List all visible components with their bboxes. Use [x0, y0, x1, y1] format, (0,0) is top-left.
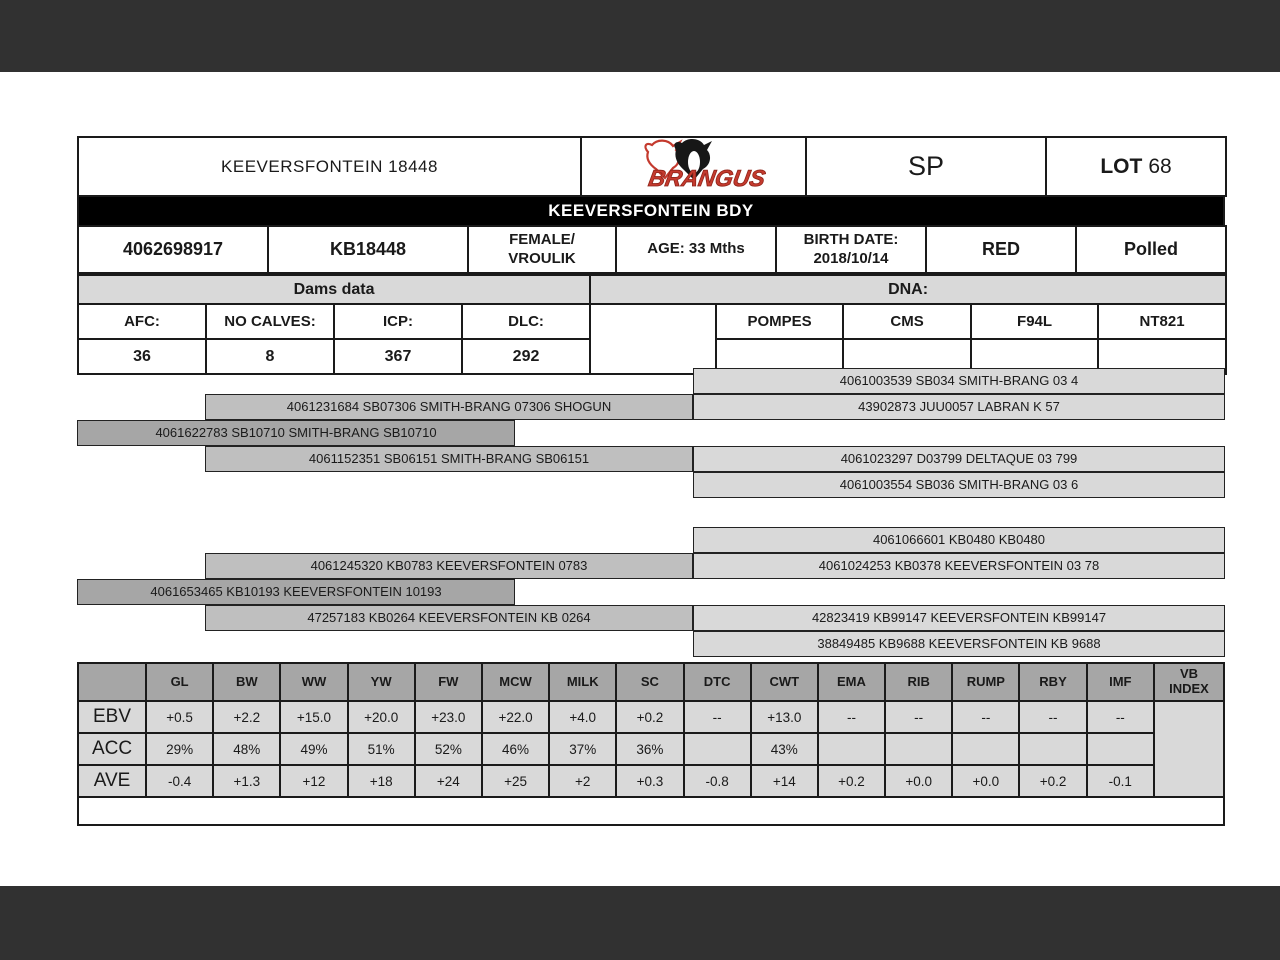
acc-sc: 36% — [616, 733, 683, 765]
pedigree-dam-ggp2: 4061024253 KB0378 KEEVERSFONTEIN 03 78 — [693, 553, 1225, 579]
lot-label: LOT — [1100, 154, 1143, 178]
ave-mcw: +25 — [482, 765, 549, 797]
ave-gl: -0.4 — [146, 765, 213, 797]
acc-values-row — [78, 733, 1224, 765]
pedigree-sire-ggp4: 4061003554 SB036 SMITH-BRANG 03 6 — [693, 472, 1225, 498]
icp-label: ICP: — [334, 304, 462, 339]
dams-dna-table — [77, 274, 1227, 375]
col-dtc: DTC — [684, 663, 751, 701]
col-bw: BW — [213, 663, 280, 701]
acc-yw: 51% — [348, 733, 415, 765]
header-table — [77, 136, 1227, 197]
pedigree-dam-granddam: 47257183 KB0264 KEEVERSFONTEIN KB 0264 — [205, 605, 693, 631]
vb-label-line1: VB — [1179, 666, 1199, 682]
lot-card — [77, 136, 1225, 375]
sex-line2: VROULIK — [508, 249, 576, 267]
ave-rump: +0.0 — [952, 765, 1019, 797]
ave-yw: +18 — [348, 765, 415, 797]
pedigree-dam-ggp4: 38849485 KB9688 KEEVERSFONTEIN KB 9688 — [693, 631, 1225, 657]
top-band — [0, 0, 1280, 72]
ebv-dtc: -- — [684, 701, 751, 733]
acc-dtc — [684, 733, 751, 765]
ebv-corner-cell — [78, 663, 146, 701]
sex-line1: FEMALE/ — [509, 230, 575, 248]
ave-fw: +24 — [415, 765, 482, 797]
brangus-logo-icon — [610, 138, 778, 190]
dna-test-nt821: NT821 — [1098, 304, 1226, 339]
animal-name: KEEVERSFONTEIN 18448 — [78, 137, 581, 196]
dna-test-pompes: POMPES — [716, 304, 843, 339]
ebv-milk: +4.0 — [549, 701, 616, 733]
ebv-footer-empty-row — [78, 797, 1224, 825]
no-calves-value: 8 — [206, 339, 334, 374]
pedigree-sire: 4061622783 SB10710 SMITH-BRANG SB10710 — [77, 420, 515, 446]
ave-cwt: +14 — [751, 765, 818, 797]
afc-value: 36 — [78, 339, 206, 374]
acc-bw: 48% — [213, 733, 280, 765]
acc-rby — [1019, 733, 1086, 765]
sex-cell — [468, 226, 616, 273]
ebv-rby: -- — [1019, 701, 1086, 733]
col-ema: EMA — [818, 663, 885, 701]
ebv-fw: +23.0 — [415, 701, 482, 733]
acc-rib — [885, 733, 952, 765]
dams-data-header: Dams data — [78, 275, 590, 304]
tag-number: KB18448 — [268, 226, 468, 273]
ave-values-row — [78, 765, 1224, 797]
ebv-sc: +0.2 — [616, 701, 683, 733]
pedigree-sire-ggp2: 43902873 JUU0057 LABRAN K 57 — [693, 394, 1225, 420]
pedigree-dam: 4061653465 KB10193 KEEVERSFONTEIN 10193 — [77, 579, 515, 605]
pedigree-dam-ggp1: 4061066601 KB0480 KB0480 — [693, 527, 1225, 553]
registration-number: 4062698917 — [78, 226, 268, 273]
acc-cwt: 43% — [751, 733, 818, 765]
ebv-rump: -- — [952, 701, 1019, 733]
ebv-rib: -- — [885, 701, 952, 733]
ebv-cwt: +13.0 — [751, 701, 818, 733]
vb-label-line2: INDEX — [1169, 681, 1209, 696]
birth-date-cell — [776, 226, 926, 273]
col-vb-index — [1154, 663, 1224, 701]
identity-table — [77, 225, 1227, 274]
dna-header: DNA: — [590, 275, 1226, 304]
ebv-bw: +2.2 — [213, 701, 280, 733]
ave-ema: +0.2 — [818, 765, 885, 797]
ebv-gl: +0.5 — [146, 701, 213, 733]
ebv-yw: +20.0 — [348, 701, 415, 733]
afc-label: AFC: — [78, 304, 206, 339]
lot-number: 68 — [1148, 154, 1172, 178]
col-milk: MILK — [549, 663, 616, 701]
bottom-band — [0, 886, 1280, 960]
ave-dtc: -0.8 — [684, 765, 751, 797]
col-cwt: CWT — [751, 663, 818, 701]
acc-imf — [1087, 733, 1154, 765]
pedigree-sire-ggp3: 4061023297 D03799 DELTAQUE 03 799 — [693, 446, 1225, 472]
ave-rib: +0.0 — [885, 765, 952, 797]
pedigree-sire-grandsire: 4061231684 SB07306 SMITH-BRANG 07306 SHOGUN — [205, 394, 693, 420]
dna-blank-cell — [590, 304, 716, 374]
section-code: SP — [806, 137, 1046, 196]
ebv-mcw: +22.0 — [482, 701, 549, 733]
ebv-header-row — [78, 663, 1224, 701]
horn-status-cell: Polled — [1076, 226, 1226, 273]
ebv-footer-empty-cell — [78, 797, 1224, 825]
acc-gl: 29% — [146, 733, 213, 765]
vb-index-value — [1154, 701, 1224, 797]
acc-ww: 49% — [280, 733, 347, 765]
animal-title-bar: KEEVERSFONTEIN BDY — [77, 197, 1225, 225]
dna-test-f94l: F94L — [971, 304, 1098, 339]
row-label-ebv: EBV — [78, 701, 146, 733]
dna-test-cms: CMS — [843, 304, 971, 339]
acc-milk: 37% — [549, 733, 616, 765]
pedigree-dam-ggp3: 42823419 KB99147 KEEVERSFONTEIN KB99147 — [693, 605, 1225, 631]
icp-value: 367 — [334, 339, 462, 374]
row-label-acc: ACC — [78, 733, 146, 765]
col-gl: GL — [146, 663, 213, 701]
col-rby: RBY — [1019, 663, 1086, 701]
ave-sc: +0.3 — [616, 765, 683, 797]
col-yw: YW — [348, 663, 415, 701]
ebv-values-row — [78, 701, 1224, 733]
ebv-imf: -- — [1087, 701, 1154, 733]
age-cell: AGE: 33 Mths — [616, 226, 776, 273]
acc-ema — [818, 733, 885, 765]
pedigree-dam-grandsire: 4061245320 KB0783 KEEVERSFONTEIN 0783 — [205, 553, 693, 579]
ebv-ema: -- — [818, 701, 885, 733]
no-calves-label: NO CALVES: — [206, 304, 334, 339]
ave-milk: +2 — [549, 765, 616, 797]
col-ww: WW — [280, 663, 347, 701]
ave-ww: +12 — [280, 765, 347, 797]
brangus-logo-text: BRANGUS — [646, 165, 767, 190]
acc-fw: 52% — [415, 733, 482, 765]
dlc-label: DLC: — [462, 304, 590, 339]
acc-mcw: 46% — [482, 733, 549, 765]
acc-rump — [952, 733, 1019, 765]
lot-cell — [1046, 137, 1226, 196]
pedigree-sire-ggp1: 4061003539 SB034 SMITH-BRANG 03 4 — [693, 368, 1225, 394]
ebv-table — [77, 662, 1225, 826]
col-rump: RUMP — [952, 663, 1019, 701]
ebv-ww: +15.0 — [280, 701, 347, 733]
col-rib: RIB — [885, 663, 952, 701]
dlc-value: 292 — [462, 339, 590, 374]
col-fw: FW — [415, 663, 482, 701]
colour-cell: RED — [926, 226, 1076, 273]
row-label-ave: AVE — [78, 765, 146, 797]
col-mcw: MCW — [482, 663, 549, 701]
logo-cell — [581, 137, 806, 196]
birth-date-label: BIRTH DATE: — [803, 230, 899, 248]
col-sc: SC — [616, 663, 683, 701]
ave-imf: -0.1 — [1087, 765, 1154, 797]
ave-rby: +0.2 — [1019, 765, 1086, 797]
ave-bw: +1.3 — [213, 765, 280, 797]
col-imf: IMF — [1087, 663, 1154, 701]
birth-date-value: 2018/10/14 — [813, 249, 889, 267]
pedigree-sire-granddam: 4061152351 SB06151 SMITH-BRANG SB06151 — [205, 446, 693, 472]
